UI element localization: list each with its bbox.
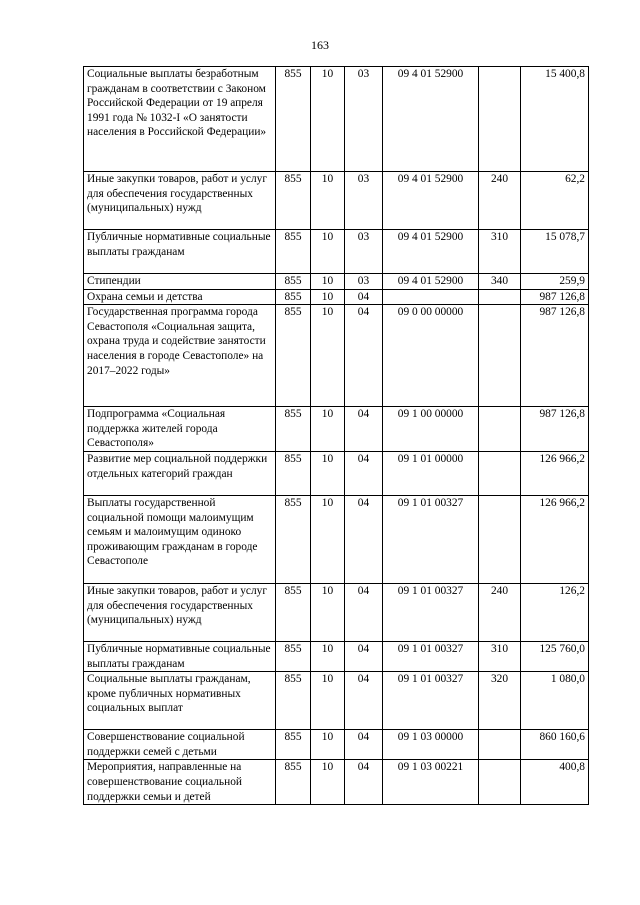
cell-name: Социальные выплаты гражданам, кроме публичных нормативных социальных выплат	[84, 672, 276, 730]
cell-subsection: 04	[345, 730, 383, 760]
cell-target-article: 09 1 01 00327	[383, 641, 479, 671]
cell-section: 10	[311, 760, 345, 805]
cell-section: 10	[311, 230, 345, 274]
cell-section: 10	[311, 495, 345, 583]
cell-subsection: 04	[345, 583, 383, 641]
cell-amount: 987 126,8	[521, 407, 589, 452]
cell-expense-type	[479, 760, 521, 805]
cell-code: 855	[276, 305, 311, 407]
cell-name: Совершенствование социальной поддержки семей с детьми	[84, 730, 276, 760]
cell-amount: 400,8	[521, 760, 589, 805]
cell-subsection: 03	[345, 67, 383, 172]
cell-section: 10	[311, 641, 345, 671]
table-row	[84, 274, 589, 290]
cell-code: 855	[276, 760, 311, 805]
cell-name: Социальные выплаты безработным гражданам в соответствии с Законом Российской Федерации от 19 апреля 1991 года № 1032-I «О занятости населения в Российской Федерации»	[84, 67, 276, 172]
cell-expense-type: 340	[479, 274, 521, 290]
cell-name: Иные закупки товаров, работ и услуг для обеспечения государственных (муниципальных) нужд	[84, 583, 276, 641]
cell-subsection: 04	[345, 451, 383, 495]
table-row	[84, 495, 589, 583]
cell-code: 855	[276, 289, 311, 305]
cell-section: 10	[311, 407, 345, 452]
cell-subsection: 04	[345, 305, 383, 407]
cell-target-article: 09 4 01 52900	[383, 172, 479, 230]
cell-amount: 987 126,8	[521, 305, 589, 407]
cell-code: 855	[276, 407, 311, 452]
cell-expense-type: 320	[479, 672, 521, 730]
cell-subsection: 03	[345, 230, 383, 274]
cell-amount: 15 078,7	[521, 230, 589, 274]
cell-section: 10	[311, 451, 345, 495]
cell-expense-type	[479, 495, 521, 583]
cell-amount: 860 160,6	[521, 730, 589, 760]
cell-subsection: 04	[345, 672, 383, 730]
table-row	[84, 172, 589, 230]
cell-section: 10	[311, 67, 345, 172]
cell-name: Развитие мер социальной поддержки отдельных категорий граждан	[84, 451, 276, 495]
table-row	[84, 672, 589, 730]
cell-amount: 259,9	[521, 274, 589, 290]
cell-target-article	[383, 289, 479, 305]
cell-code: 855	[276, 274, 311, 290]
table-row	[84, 641, 589, 671]
cell-section: 10	[311, 730, 345, 760]
cell-section: 10	[311, 583, 345, 641]
cell-code: 855	[276, 451, 311, 495]
cell-subsection: 04	[345, 495, 383, 583]
table-row	[84, 451, 589, 495]
cell-target-article: 09 1 01 00327	[383, 672, 479, 730]
cell-target-article: 09 1 01 00327	[383, 495, 479, 583]
cell-target-article: 09 1 00 00000	[383, 407, 479, 452]
cell-target-article: 09 1 01 00327	[383, 583, 479, 641]
cell-expense-type	[479, 289, 521, 305]
cell-code: 855	[276, 172, 311, 230]
cell-name: Выплаты государственной социальной помощи малоимущим семьям и малоимущим одиноко проживающим гражданам в городе Севастополе	[84, 495, 276, 583]
cell-name: Государственная программа города Севастополя «Социальная защита, охрана труда и содействие занятости населения в городе Севастополе» на 2017–2022 годы»	[84, 305, 276, 407]
cell-expense-type: 310	[479, 641, 521, 671]
table-row	[84, 760, 589, 805]
table-row	[84, 289, 589, 305]
cell-subsection: 04	[345, 760, 383, 805]
cell-name: Охрана семьи и детства	[84, 289, 276, 305]
cell-amount: 125 760,0	[521, 641, 589, 671]
cell-target-article: 09 1 03 00000	[383, 730, 479, 760]
cell-target-article: 09 1 01 00000	[383, 451, 479, 495]
table-row	[84, 230, 589, 274]
cell-expense-type	[479, 67, 521, 172]
cell-section: 10	[311, 672, 345, 730]
cell-target-article: 09 0 00 00000	[383, 305, 479, 407]
table-row	[84, 305, 589, 407]
cell-expense-type	[479, 451, 521, 495]
cell-code: 855	[276, 230, 311, 274]
cell-expense-type	[479, 407, 521, 452]
cell-subsection: 04	[345, 289, 383, 305]
cell-amount: 126,2	[521, 583, 589, 641]
cell-section: 10	[311, 289, 345, 305]
cell-section: 10	[311, 274, 345, 290]
cell-amount: 126 966,2	[521, 451, 589, 495]
cell-target-article: 09 4 01 52900	[383, 230, 479, 274]
cell-code: 855	[276, 641, 311, 671]
page-number: 163	[311, 38, 329, 52]
cell-subsection: 04	[345, 641, 383, 671]
cell-subsection: 04	[345, 407, 383, 452]
cell-amount: 987 126,8	[521, 289, 589, 305]
cell-amount: 15 400,8	[521, 67, 589, 172]
cell-section: 10	[311, 305, 345, 407]
cell-amount: 62,2	[521, 172, 589, 230]
cell-code: 855	[276, 672, 311, 730]
cell-subsection: 03	[345, 172, 383, 230]
table-row	[84, 67, 589, 172]
budget-table	[83, 66, 589, 805]
cell-name: Подпрограмма «Социальная поддержка жителей города Севастополя»	[84, 407, 276, 452]
cell-target-article: 09 4 01 52900	[383, 67, 479, 172]
cell-expense-type	[479, 305, 521, 407]
cell-code: 855	[276, 67, 311, 172]
cell-expense-type: 240	[479, 583, 521, 641]
table-row	[84, 407, 589, 452]
cell-name: Публичные нормативные социальные выплаты гражданам	[84, 230, 276, 274]
cell-name: Мероприятия, направленные на совершенствование социальной поддержки семьи и детей	[84, 760, 276, 805]
cell-amount: 126 966,2	[521, 495, 589, 583]
cell-name: Иные закупки товаров, работ и услуг для обеспечения государственных (муниципальных) нужд	[84, 172, 276, 230]
cell-expense-type: 240	[479, 172, 521, 230]
cell-code: 855	[276, 495, 311, 583]
cell-target-article: 09 1 03 00221	[383, 760, 479, 805]
cell-target-article: 09 4 01 52900	[383, 274, 479, 290]
cell-expense-type	[479, 730, 521, 760]
table-row	[84, 730, 589, 760]
cell-name: Публичные нормативные социальные выплаты гражданам	[84, 641, 276, 671]
cell-subsection: 03	[345, 274, 383, 290]
cell-code: 855	[276, 730, 311, 760]
cell-amount: 1 080,0	[521, 672, 589, 730]
cell-name: Стипендии	[84, 274, 276, 290]
table-row	[84, 583, 589, 641]
cell-section: 10	[311, 172, 345, 230]
cell-expense-type: 310	[479, 230, 521, 274]
cell-code: 855	[276, 583, 311, 641]
